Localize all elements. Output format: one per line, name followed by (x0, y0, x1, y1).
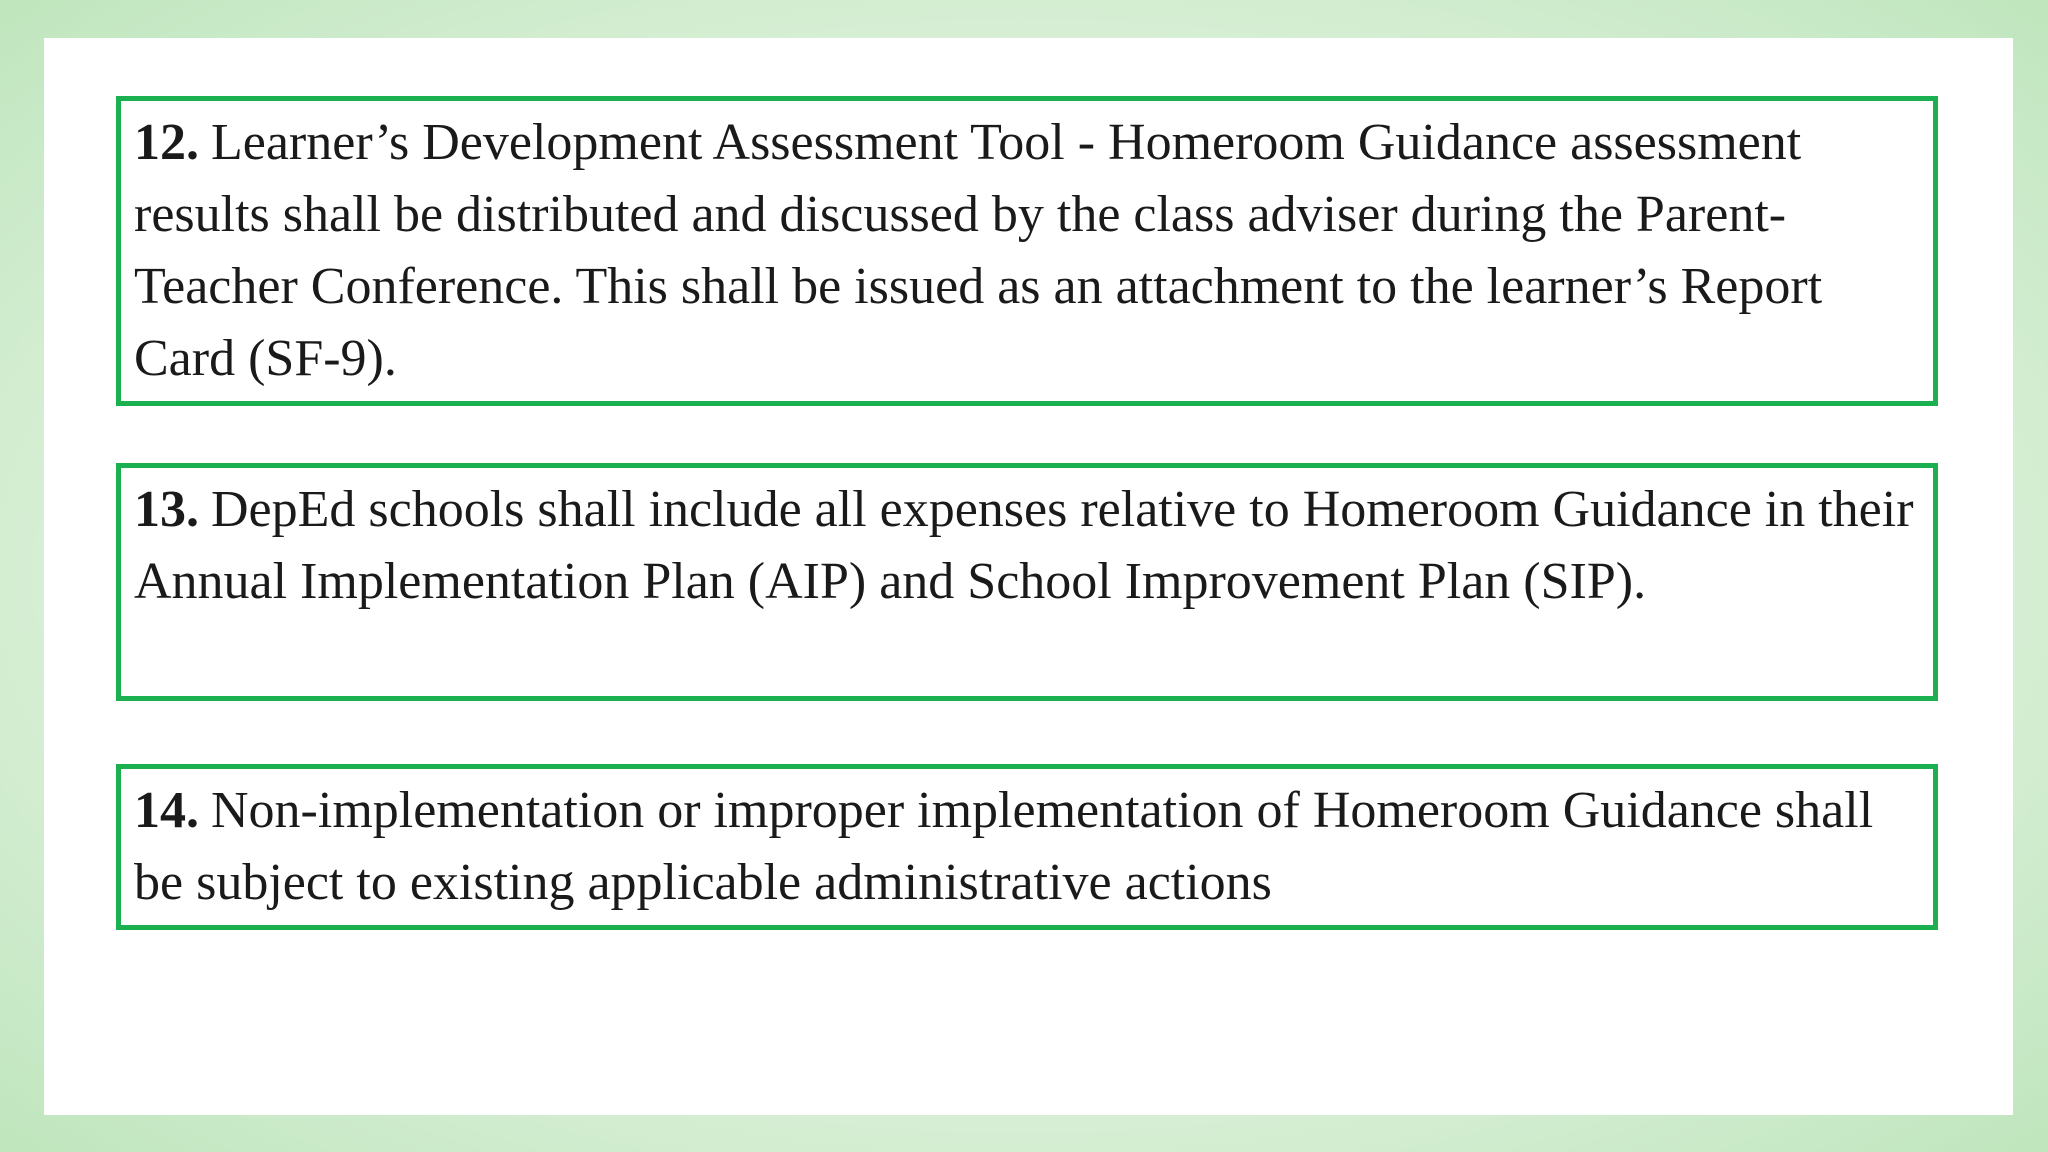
item-number: 13. (134, 481, 199, 538)
item-box-14 (116, 764, 1938, 930)
item-text: Non-implementation or improper implementation of Homeroom Guidance shall be subject to existing applicable administrative actions (134, 782, 1874, 911)
item-text: Learner’s Development Assessment Tool - Homeroom Guidance assessment results shall be distributed and discussed by the class adviser during the Parent-Teacher Conference. This shall be issued as an attachment to the learner’s Report Card (SF-9). (134, 114, 1823, 387)
item-text: DepEd schools shall include all expenses relative to Homeroom Guidance in their Annual Implementation Plan (AIP) and School Improvement Plan (SIP). (134, 481, 1914, 610)
item-box-12 (116, 96, 1938, 406)
slide (44, 38, 2013, 1115)
item-number: 14. (134, 782, 199, 839)
item-number: 12. (134, 114, 199, 171)
item-box-13 (116, 463, 1938, 701)
